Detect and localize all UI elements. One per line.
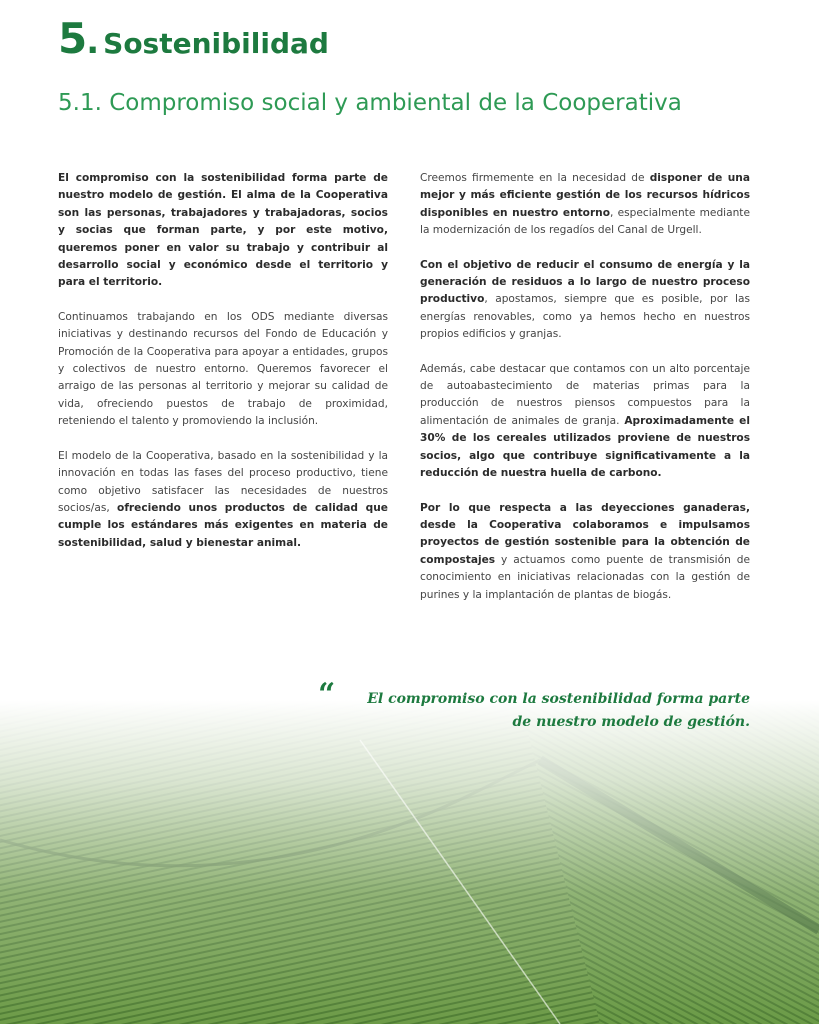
field-background-image [0,700,819,1024]
right-p2-text: , apostamos, siempre que es posible, por las energías renovables, como ya hemos hecho en nuestros propios edificios y granjas. [420,293,750,341]
pull-quote-line-1: El compromiso con la sostenibilidad forma parte [367,691,750,707]
chapter-heading [58,14,329,63]
chapter-title: Sostenibilidad [103,27,329,60]
quote-mark-icon: “ [318,677,336,712]
left-p3-text: El modelo de la Cooperativa, basado en la sostenibilidad y la innovación en todas las fases del proceso productivo, tiene como objetivo satisfacer las necesidades de nuestros socios/as, [58,449,388,514]
left-paragraph-1 [58,170,388,292]
right-p1-text-b: , especialmente mediante la modernización de los regadíos del Canal de Urgell. [420,206,750,237]
right-paragraph-3 [420,361,750,483]
right-paragraph-4 [420,500,750,604]
chapter-number: 5 [58,14,87,63]
left-column [58,170,388,569]
section-title: 5.1. Compromiso social y ambiental de la Cooperativa [58,90,682,116]
right-column [420,170,750,621]
left-paragraph-2: Continuamos trabajando en los ODS mediante diversas iniciativas y destinando recursos del Fondo de Educación y Promoción de la Cooperativa para apoyar a entidades, grupos y colectivos de nuestro entorno. Queremos favorecer el arraigo de las personas al territorio y mejorar su calidad de vida, ofreciendo puestos de trabajo de proximidad, reteniendo el talento y promoviendo la inclusión. [58,310,388,428]
right-p1-text-a: Creemos firmemente en la necesidad de [420,172,650,184]
right-p3-bold: Aproximadamente el 30% de los cereales utilizados proviene de nuestros socios, algo que contribuye significativamente a la reducción de nuestra huella de carbono. [420,414,751,480]
pull-quote [318,688,750,734]
right-p1-bold: disponer de una mejor y más eficiente gestión de los recursos hídricos disponibles en nuestro entorno [420,172,750,219]
right-paragraph-1 [420,170,750,240]
right-p2-bold: Con el objetivo de reducir el consumo de energía y la generación de residuos a lo largo de nuestro proceso productivo [420,258,750,306]
chapter-dot: . [86,22,100,62]
right-p4-bold: Por lo que respecta a las deyecciones ganaderas, desde la Cooperativa colaboramos e impulsamos proyectos de gestión sostenible para la obtención de compostajes [420,501,750,566]
right-p4-text: y actuamos como puente de transmisión de conocimiento en iniciativas relacionadas con la gestión de purines y la implantación de plantas de biogás. [420,553,750,601]
left-p3-bold: ofreciendo unos productos de calidad que cumple los estándares más exigentes en materia de sostenibilidad, salud y bienestar animal. [58,501,388,549]
left-paragraph-3 [58,448,388,552]
right-p3-text: Además, cabe destacar que contamos con un alto porcentaje de autoabastecimiento de materias primas para la producción de nuestros piensos compuestos para la alimentación de animales de granja. [420,362,750,427]
pull-quote-line-2: de nuestro modelo de gestión. [512,714,750,730]
right-paragraph-2 [420,257,750,344]
left-p1-bold: El compromiso con la sostenibilidad forma parte de nuestro modelo de gestión. El alma de la Cooperativa son las personas, trabajadores y trabajadoras, socios y socias que forman parte, y por este motivo, queremos poner en valor su trabajo y contribuir al desarrollo social y económico desde el territorio y para el territorio. [58,172,388,289]
